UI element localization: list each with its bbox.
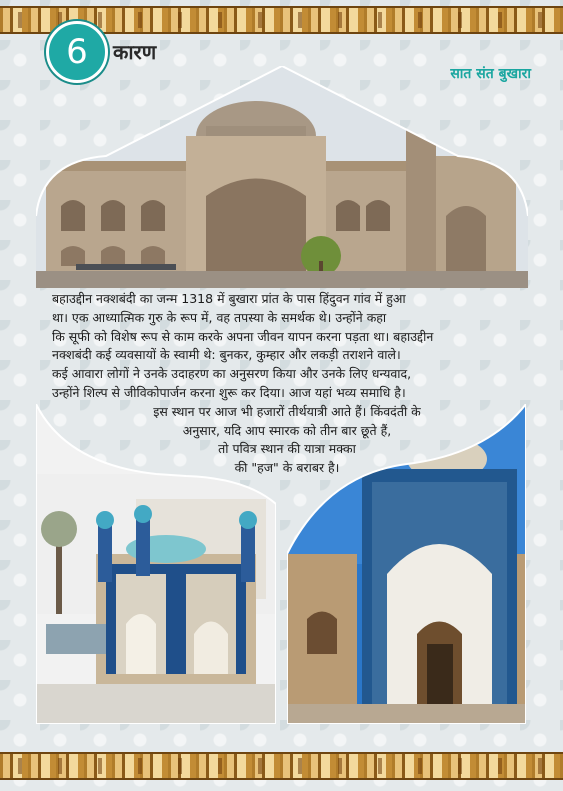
photo-tiled-portal bbox=[287, 404, 526, 724]
body-line: बहाउद्दीन नक्शबंदी का जन्म 1318 में बुखारा प्रांत के पास हिंदुवन गांव में हुआ bbox=[52, 291, 406, 306]
body-line: कई आवारा लोगों ने उनके उदाहरण का अनुसरण किया और उनके लिए धन्यवाद, bbox=[52, 366, 412, 382]
page-title: कारण bbox=[113, 40, 157, 64]
body-line: अनुसार, यदि आप स्मारक को तीन बार छूते हैं, bbox=[182, 422, 392, 438]
body-line: नक्शबंदी कई व्यवसायों के स्वामी थे: बुनकर, कुम्हार और लकड़ी तराशने वाले। bbox=[52, 347, 401, 363]
top-photo-mausoleum bbox=[36, 66, 528, 288]
body-line: कि सूफी को विशेष रूप से काम करके अपना जीवन यापन करना पड़ता था। बहाउद्दीन bbox=[52, 328, 434, 344]
chapter-number-badge: 6 bbox=[46, 21, 108, 83]
photo-tiled-pavilion bbox=[36, 404, 276, 724]
bottom-ornamental-border bbox=[0, 752, 563, 780]
body-line: था। एक आध्यात्मिक गुरु के रूप में, वह तपस्या के समर्थक थे। उन्होंने कहा bbox=[52, 309, 387, 325]
section-subtitle: सात संत बुखारा bbox=[450, 66, 531, 82]
body-line: उन्होंने शिल्प से जीविकोपार्जन करना शुरू कर दिया। आज यहां भव्य समाधि है। bbox=[52, 384, 406, 400]
body-line: की "हज" के बराबर है। bbox=[234, 460, 340, 476]
body-line: तो पवित्र स्थान की यात्रा मक्का bbox=[218, 441, 356, 457]
body-line: इस स्थान पर आज भी हजारों तीर्थयात्री आते हैं। किंवदंती के bbox=[153, 403, 421, 419]
